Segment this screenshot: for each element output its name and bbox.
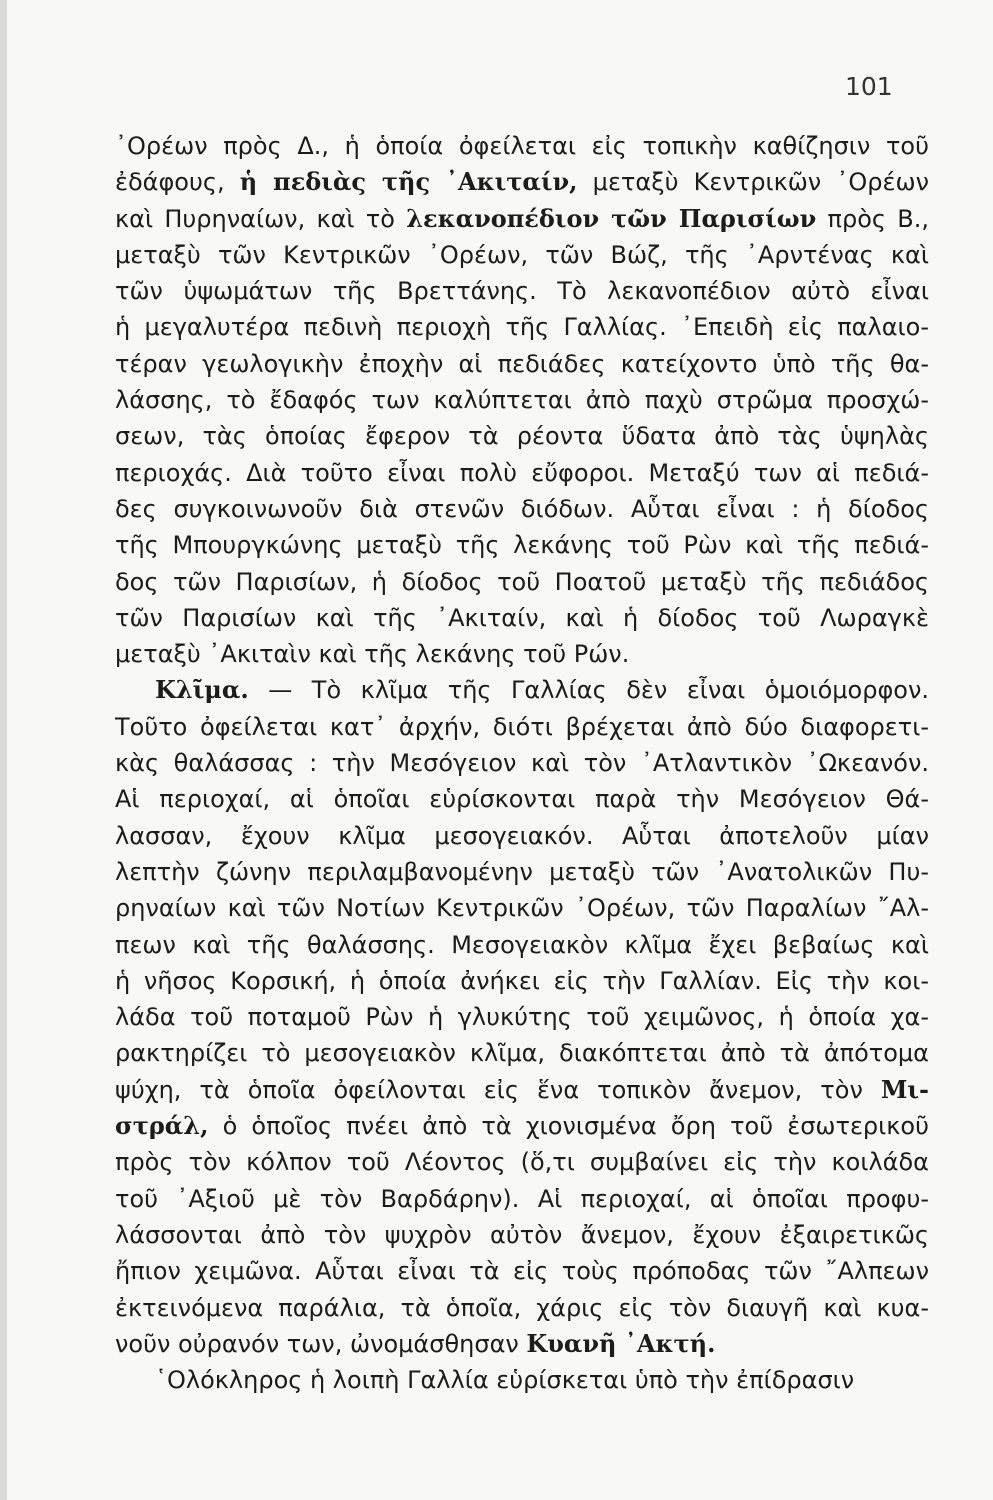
page-number: 101 [845,72,893,101]
text-run: τῶν ὑψωμάτων τῆς Βρεττάνης. Τὸ λεκανοπέδιον αὐτὸ εἶναι [115,277,929,306]
text-run: δος τῶν Παρισίων, ἡ δίοδος τοῦ Ποατοῦ μεταξὺ τῆς πεδιάδος [115,567,929,596]
text-run: μεταξὺ ᾿Ακιταὶν καὶ τῆς λεκάνης τοῦ Ρών. [115,640,630,669]
text-line [115,273,929,309]
text-line [115,999,929,1035]
text-line [115,854,929,890]
text-line [115,201,929,237]
text-line [115,818,929,854]
text-line [115,346,929,382]
text-line [115,781,929,817]
text-line [115,600,929,636]
text-line [115,745,929,781]
text-run: ὁ ὁποῖος πνέει ἀπὸ τὰ χιονισμένα ὄρη τοῦ ἐσωτερικοῦ [208,1112,929,1141]
text-run: ἤπιον χειμῶνα. Αὗται εἶναι τὰ εἰς τοὺς πρόποδας τῶν ῎Αλπεων [115,1257,929,1286]
text-run: πρὸς Β., [816,204,929,233]
text-line [115,309,929,345]
bold-term: Κυανῆ ᾿Ακτή. [526,1328,716,1358]
text-run: δες συγκοινωνοῦν διὰ στενῶν διόδων. Αὗται εἶναι : ἡ δίοδος [115,494,929,523]
text-run: Τοῦτο ὀφείλεται κατ᾿ ἀρχήν, διότι βρέχεται ἀπὸ δύο διαφορετι- [115,712,929,741]
text-run: μεταξὺ Κεντρικῶν ᾿Ορέων [577,168,929,197]
text-run: περιοχάς. Διὰ τοῦτο εἶναι πολὺ εὔφοροι. Μεταξύ των αἱ πεδιά- [115,458,929,487]
text-line [115,672,929,708]
text-line [115,1144,929,1180]
text-line [115,491,929,527]
text-run: λάσσης, τὸ ἔδαφός των καλύπτεται ἀπὸ παχὺ στρῶμα προσχώ- [115,386,929,415]
text-run: ἡ μεγαλυτέρα πεδινὴ περιοχὴ τῆς Γαλλίας. ᾿Επειδὴ εἰς παλαιο- [115,313,929,342]
text-line [115,455,929,491]
text-run: ἐκτεινόμενα παράλια, τὰ ὁποῖα, χάρις εἰς τὸν διαυγῆ καὶ κυα- [115,1293,929,1322]
text-run: μεταξὺ τῶν Κεντρικῶν ᾿Ορέων, τῶν Βώζ, τῆς ᾿Αρντένας καὶ [115,240,929,269]
text-line [115,1326,929,1362]
text-run: τῆς Μπουργκώνης μεταξὺ τῆς λεκάνης τοῦ Ρὼν καὶ τῆς πεδιά- [115,531,929,560]
bold-term: λεκανοπέδιον τῶν Παρισίων [406,203,817,233]
text-line [115,382,929,418]
text-run: ἡ νῆσος Κορσική, ἡ ὁποία ἀνήκει εἰς τὴν Γαλλίαν. Εἰς τὴν κοι- [115,966,929,995]
text-line [115,1035,929,1071]
text-line [115,927,929,963]
text-run: σεων, τὰς ὁποίας ἔφερον τὰ ρέοντα ὕδατα ἀπὸ τὰς ὑψηλὰς [115,422,929,451]
text-run: τοῦ ᾿Αξιοῦ μὲ τὸν Βαρδάρην). Αἱ περιοχαί, αἱ ὁποῖαι προφυ- [115,1184,929,1213]
text-run: — Τὸ κλῖμα τῆς Γαλλίας δὲν εἶναι ὁμοιόμορφον. [248,676,929,705]
text-line [115,709,929,745]
text-line [115,527,929,563]
text-run: λάδα τοῦ ποταμοῦ Ρὼν ἡ γλυκύτης τοῦ χειμῶνος, ἡ ὁποία χα- [115,1003,929,1032]
text-run: ᾿Ορέων πρὸς Δ., ἡ ὁποία ὀφείλεται εἰς τοπικὴν καθίζησιν τοῦ [115,132,929,160]
text-run: λάσσονται ἀπὸ τὸν ψυχρὸν αὐτὸν ἄνεμον, ἔχουν ἐξαιρετικῶς [115,1220,929,1249]
text-run: λεπτὴν ζώνην περιλαμβανομένην μεταξὺ τῶν ᾿Ανατολικῶν Πυ- [115,857,929,886]
text-line [115,237,929,273]
bold-term: στράλ, [115,1111,209,1141]
body-text [115,128,929,1398]
text-run: πεων καὶ τῆς θαλάσσης. Μεσογειακὸν κλῖμα ἔχει βεβαίως καὶ [115,930,929,959]
text-line [115,963,929,999]
text-line [115,1108,929,1144]
text-run: ἐδάφους, [115,168,240,197]
text-run: Αἱ περιοχαί, αἱ ὁποῖαι εὑρίσκονται παρὰ τὴν Μεσόγειον Θά- [115,785,929,814]
text-run: νοῦν οὐρανόν των, ὠνομάσθησαν [115,1329,527,1358]
text-line [115,564,929,600]
text-line [115,636,929,672]
text-line [115,1181,929,1217]
text-run: τέραν γεωλογικὴν ἐποχὴν αἱ πεδιάδες κατείχοντο ὑπὸ τῆς θα- [115,349,929,378]
text-run: πρὸς τὸν κόλπον τοῦ Λέοντος (ὅ,τι συμβαίνει εἰς τὴν κοιλάδα [115,1148,929,1177]
bold-term: Μι- [880,1074,929,1104]
text-run: ῾Ολόκληρος ἡ λοιπὴ Γαλλία εὑρίσκεται ὑπὸ τὴν ἐπίδρασιν [155,1366,855,1395]
text-line [115,128,929,164]
text-run: ψύχη, τὰ ὁποῖα ὀφείλονται εἰς ἕνα τοπικὸν ἄνεμον, τὸν [115,1075,881,1104]
bold-term: Κλῖμα. [155,675,249,705]
text-run: ρηναίων καὶ τῶν Νοτίων Κεντρικῶν ᾿Ορέων, τῶν Παραλίων ῎Αλ- [115,894,929,923]
text-line [115,1290,929,1326]
text-line [115,1362,929,1398]
text-run: τῶν Παρισίων καὶ τῆς ᾿Ακιταίν, καὶ ἡ δίοδος τοῦ Λωραγκὲ [115,603,929,632]
text-run: καὶ Πυρηναίων, καὶ τὸ [115,204,407,233]
text-line [115,1072,929,1108]
text-run: λασσαν, ἔχουν κλῖμα μεσογειακόν. Αὗται ἀποτελοῦν μίαν [115,821,929,850]
bold-term: ἡ πεδιὰς τῆς ᾿Ακιταίν, [239,167,578,197]
text-line [115,164,929,200]
text-run: ρακτηρίζει τὸ μεσογειακὸν κλῖμα, διακόπτεται ἀπὸ τὰ ἀπότομα [115,1039,929,1068]
text-line [115,1253,929,1289]
text-run: κὰς θαλάσσας : τὴν Μεσόγειον καὶ τὸν ᾿Ατλαντικὸν ᾿Ωκεανόν. [115,749,929,778]
text-line [115,418,929,454]
text-line [115,1217,929,1253]
text-line [115,890,929,926]
